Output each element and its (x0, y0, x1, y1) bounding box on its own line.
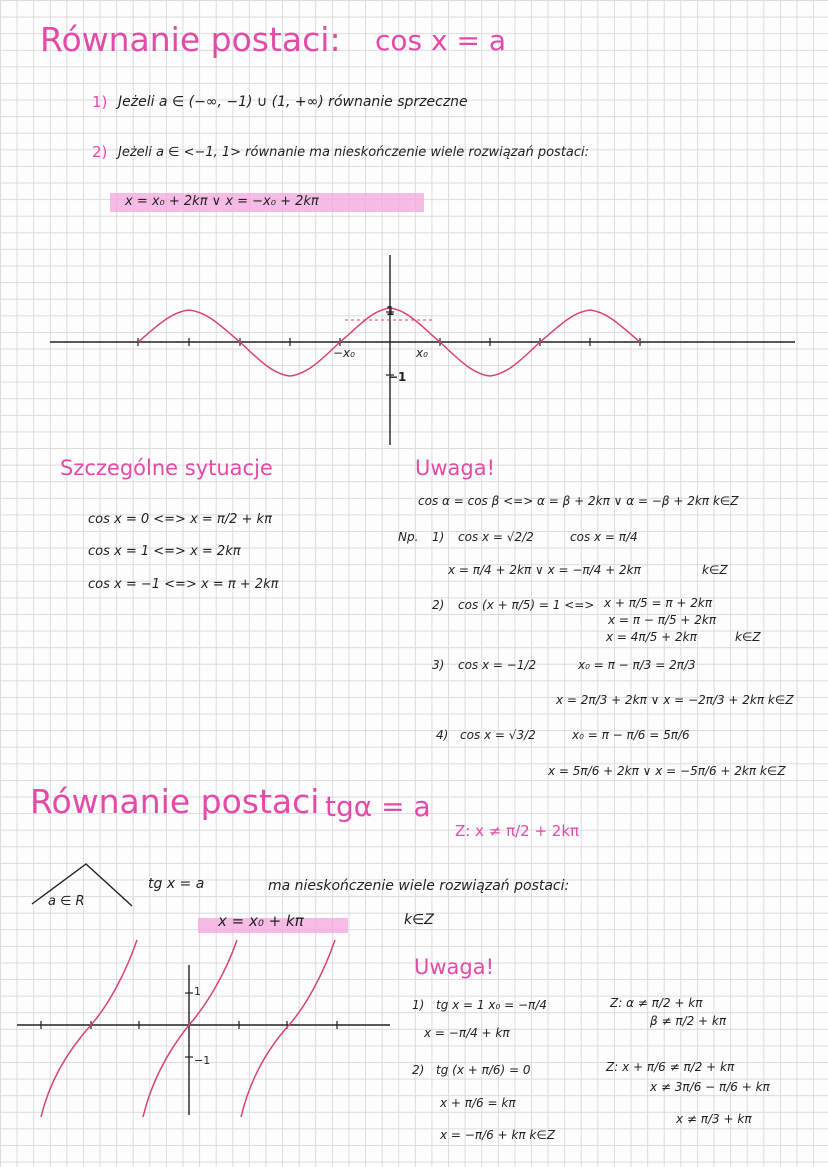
ex2-equation: cos (x + π/5) = 1 <=> (458, 598, 595, 612)
ex2-number: 2) (432, 598, 445, 612)
tg-graph-y-label-1: 1 (194, 985, 201, 998)
special-case-row: cos x = −1 <=> x = π + 2kπ (88, 577, 279, 592)
tg-title-equation: tgα = a (325, 790, 431, 823)
tg-title: Równanie postaci (30, 782, 320, 821)
tg-equation: tg x = a (148, 876, 205, 892)
cos-general-formula: x = x₀ + 2kπ ∨ x = −x₀ + 2kπ (125, 194, 319, 209)
tg-ex2-domain-3: x ≠ π/3 + kπ (676, 1112, 752, 1126)
cos-title: Równanie postaci: (40, 20, 341, 59)
ex2-step2: x = π − π/5 + 2kπ (608, 613, 717, 627)
np-label: Np. (398, 530, 419, 544)
tg-ex1-domain-beta: β ≠ π/2 + kπ (650, 1014, 727, 1028)
ex4-solution: x = 5π/6 + 2kπ ∨ x = −5π/6 + 2kπ k∈Z (548, 764, 786, 778)
ex1-k: k∈Z (702, 563, 728, 577)
cos-graph-y-label-1: 1 (386, 304, 395, 318)
ex1-equation: cos x = √2/2 (458, 530, 534, 544)
cos-title-equation: cos x = a (375, 24, 507, 57)
tg-graph-y-label-neg1: −1 (194, 1054, 211, 1067)
ex3-equation: cos x = −1/2 (458, 658, 537, 672)
ex4-x0: x₀ = π − π/6 = 5π/6 (572, 728, 690, 742)
cos-graph-y-label-neg1: −1 (388, 370, 407, 384)
cos-graph-x-label-neg-x0: −x₀ (333, 346, 355, 360)
tg-domain: Z: x ≠ π/2 + 2kπ (455, 822, 580, 840)
tg-ex2-number: 2) (412, 1063, 425, 1077)
tg-ex2-step1: x + π/6 = kπ (440, 1096, 516, 1110)
item1-number: 1) (92, 93, 108, 111)
item2-text: Jeżeli a ∈ <−1, 1> równanie ma nieskończenie wiele rozwiązań postaci: (118, 145, 590, 160)
ex4-equation: cos x = √3/2 (460, 728, 536, 742)
tg-curves (41, 940, 335, 1117)
cos-graph-x-label-x0: x₀ (416, 346, 428, 360)
ex1-solution: x = π/4 + 2kπ ∨ x = −π/4 + 2kπ (448, 563, 641, 577)
special-case-row: cos x = 0 <=> x = π/2 + kπ (88, 512, 272, 527)
tg-ex1-equation: tg x = 1 x₀ = −π/4 (436, 998, 547, 1012)
tg-ex1-solution: x = −π/4 + kπ (424, 1026, 510, 1040)
tg-ex1-number: 1) (412, 998, 425, 1012)
ex1-number: 1) (432, 530, 445, 544)
uwaga-title-2: Uwaga! (414, 955, 495, 979)
special-case-row: cos x = 1 <=> x = 2kπ (88, 544, 241, 559)
ex4-number: 4) (436, 728, 449, 742)
ex2-step3: x = 4π/5 + 2kπ (606, 630, 697, 644)
uwaga-title-1: Uwaga! (415, 456, 496, 480)
cos-equality-rule: cos α = cos β <=> α = β + 2kπ ∨ α = −β + 2kπ k∈Z (418, 494, 739, 508)
tg-ex2-equation: tg (x + π/6) = 0 (436, 1063, 531, 1077)
ex3-number: 3) (432, 658, 445, 672)
tg-ex2-domain-2: x ≠ 3π/6 − π/6 + kπ (650, 1080, 770, 1094)
tg-ex2-solution: x = −π/6 + kπ k∈Z (440, 1128, 556, 1142)
item2-number: 2) (92, 143, 108, 161)
tg-k: k∈Z (404, 912, 434, 928)
special-cases-title: Szczególne sytuacje (60, 456, 273, 480)
ex1-cos-value: cos x = π/4 (570, 530, 638, 544)
tg-solutions-text: ma nieskończenie wiele rozwiązań postaci: (268, 878, 570, 894)
roof-label: a ∈ R (48, 894, 85, 909)
ex2-k: k∈Z (735, 630, 761, 644)
ex3-x0: x₀ = π − π/3 = 2π/3 (578, 658, 696, 672)
tg-general-formula: x = x₀ + kπ (218, 912, 304, 930)
tg-ex2-domain-1: Z: x + π/6 ≠ π/2 + kπ (606, 1060, 735, 1074)
tg-graph (15, 935, 395, 1120)
ex3-solution: x = 2π/3 + 2kπ ∨ x = −2π/3 + 2kπ k∈Z (556, 693, 794, 707)
ex2-step1: x + π/5 = π + 2kπ (604, 596, 713, 610)
tg-ex1-domain-alpha: Z: α ≠ π/2 + kπ (610, 996, 703, 1010)
item1-text: Jeżeli a ∈ (−∞, −1) ∪ (1, +∞) równanie sprzeczne (118, 94, 468, 110)
